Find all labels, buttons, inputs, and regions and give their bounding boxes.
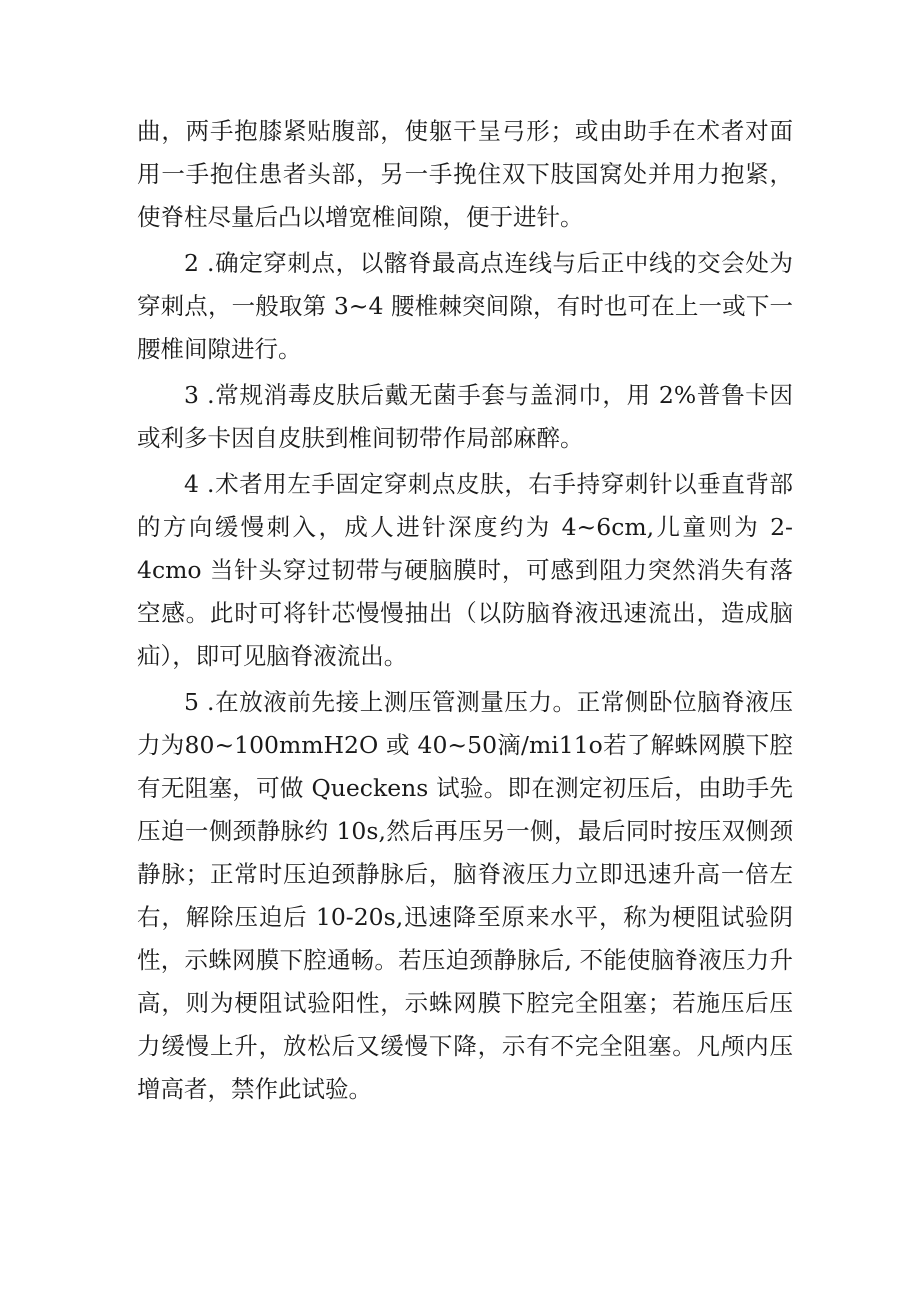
paragraph-step-3: 3 .常规消毒皮肤后戴无菌手套与盖洞巾，用 2%普鲁卡因或利多卡因自皮肤到椎间韧带作局部麻醉。 — [137, 381, 793, 452]
paragraph-step-5: 5 .在放液前先接上测压管测量压力。正常侧卧位脑脊液压力为80~100mmH2O 或 40~50滴/mi11o若了解蛛网膜下腔有无阻塞，可做 Queckens 试验。即在测定初压后，由助手先压迫一侧颈静脉约 10s,然后再压另一侧，最后同时按压双侧颈静脉；正常时压迫颈静脉后，脑脊液压力立即迅速升高一倍左右，解除压迫后 10-20s,迅速降至原来水平，称为梗阻试验阴性，示蛛网膜下腔通畅。若压迫颈静脉后, 不能使脑脊液压力升高，则为梗阻试验阳性，示蛛网膜下腔完全阻塞；若施压后压力缓慢上升，放松后又缓慢下降，示有不完全阻塞。凡颅内压增高者，禁作此试验。 — [137, 688, 793, 1103]
paragraph-step-4: 4 .术者用左手固定穿刺点皮肤，右手持穿刺针以垂直背部的方向缓慢刺入，成人进针深度约为 4~6cm,儿童则为 2-4cmo 当针头穿过韧带与硬脑膜时，可感到阻力突然消失有落空感。此时可将针芯慢慢抽出（以防脑脊液迅速流出，造成脑疝），即可见脑脊液流出。 — [137, 470, 793, 670]
document-body — [137, 110, 793, 1114]
paragraph-step-2: 2 .确定穿刺点，以髂脊最高点连线与后正中线的交会处为穿刺点，一般取第 3~4 腰椎棘突间隙，有时也可在上一或下一腰椎间隙进行。 — [137, 249, 793, 363]
paragraph-continuation: 曲，两手抱膝紧贴腹部，使躯干呈弓形；或由助手在术者对面用一手抱住患者头部，另一手挽住双下肢国窝处并用力抱紧，使脊柱尽量后凸以增宽椎间隙，便于进针。 — [137, 117, 793, 231]
